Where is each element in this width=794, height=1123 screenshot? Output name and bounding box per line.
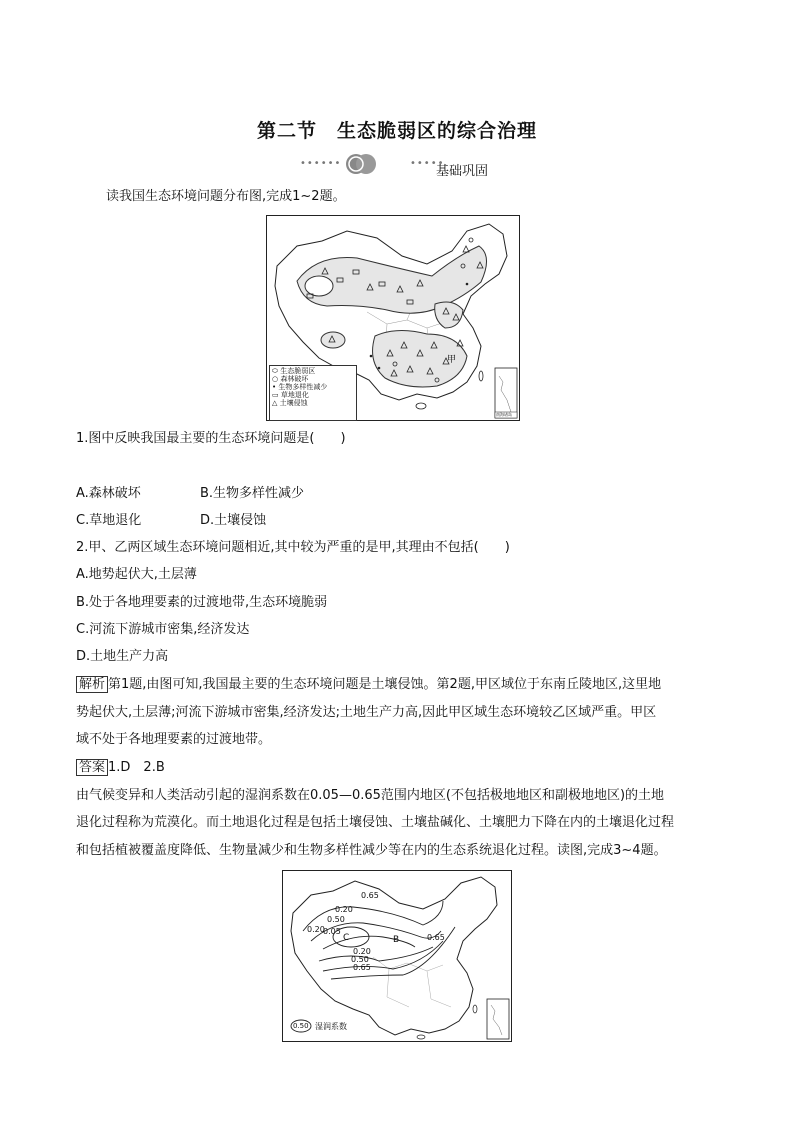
q2-option-c: C.河流下游城市密集,经济发达 (76, 622, 250, 637)
question-2-stem: 2.甲、乙两区域生态环境问题相近,其中较为严重的是甲,其理由不包括( ) (76, 540, 510, 555)
analysis-tag: 解析 (76, 676, 108, 693)
section-badge-icon (344, 152, 378, 176)
q2-option-b: B.处于各地理要素的过渡地带,生态环境脆弱 (76, 595, 328, 610)
q1-option-c: C.草地退化 (76, 513, 142, 528)
contour-label: 0.20 (307, 925, 325, 934)
analysis-line-2: 势起伏大,土层薄;河流下游城市密集,经济发达;土地生产力高,因此甲区域生态环境较乙区域严重。甲区 (76, 705, 657, 720)
section-label: 基础巩固 (436, 164, 489, 179)
page-title: 第二节 生态脆弱区的综合治理 (256, 120, 537, 142)
analysis-line-1 (76, 676, 661, 694)
legend-text: 湿润系数 (315, 1022, 347, 1031)
q1-option-d: D.土壤侵蚀 (200, 513, 267, 528)
contour-label: 0.20 (353, 947, 371, 956)
contour-label: 0.20 (335, 905, 353, 914)
map1-legend (269, 365, 357, 421)
paragraph-line-1: 由气候变异和人类活动引起的湿润系数在0.05—0.65范围内地区(不包括极地地区和副极地地区)的土地 (76, 788, 665, 803)
dots-decoration-2: ••••• (410, 158, 445, 169)
question-1-stem: 1.图中反映我国最主要的生态环境问题是( ) (76, 431, 346, 446)
paragraph-line-2: 退化过程称为荒漠化。而土地退化过程是包括土壤侵蚀、土壤盐碱化、土壤肥力下降在内的土壤退化过程 (76, 815, 675, 830)
humidity-map (282, 870, 512, 1042)
dots-decoration: •••••• (300, 158, 342, 169)
q2-option-d: D.土地生产力高 (76, 649, 169, 664)
inset-label: 南海诸岛 (496, 412, 512, 417)
contour-label: 0.05 (323, 927, 341, 936)
legend-item: • 生物多样性减少 (272, 383, 328, 391)
analysis-line-3: 域不处于各地理要素的过渡地带。 (76, 732, 272, 747)
q1-option-b: B.生物多样性减少 (200, 486, 305, 501)
answer-line (76, 759, 165, 777)
legend-item: ▭ 草地退化 (272, 391, 309, 399)
label-jia: 甲 (447, 354, 457, 364)
region-label-c: C (343, 933, 350, 943)
legend-item: ⬭ 生态脆弱区 (272, 367, 316, 375)
humidity-map-illustration (283, 871, 511, 1041)
legend-item: △ 土壤侵蚀 (272, 399, 308, 407)
contour-label: 0.50 (327, 915, 345, 924)
section-header (300, 152, 520, 178)
contour-label: 0.65 (361, 891, 379, 900)
contour-label: 0.65 (353, 963, 371, 972)
q2-option-a: A.地势起伏大,土层薄 (76, 567, 197, 582)
legend-item: ○ 森林破坏 (272, 375, 309, 383)
region-label-b: B (393, 935, 400, 945)
answer-text: 1.D 2.B (108, 760, 165, 775)
paragraph-line-3: 和包括植被覆盖度降低、生物量减少和生物多样性减少等在内的生态系统退化过程。读图,完成3~4题。 (76, 843, 667, 858)
contour-label: 0.50 (351, 955, 369, 964)
answer-tag: 答案 (76, 759, 108, 776)
eco-problem-map (266, 215, 520, 421)
intro-text-1: 读我国生态环境问题分布图,完成1~2题。 (106, 189, 346, 204)
legend-value: 0.50 (293, 1022, 309, 1030)
analysis-text: 第1题,由图可知,我国最主要的生态环境问题是土壤侵蚀。第2题,甲区域位于东南丘陵地区,这里地 (108, 677, 662, 692)
contour-label: 0.65 (427, 933, 445, 942)
q1-option-a: A.森林破坏 (76, 486, 141, 501)
